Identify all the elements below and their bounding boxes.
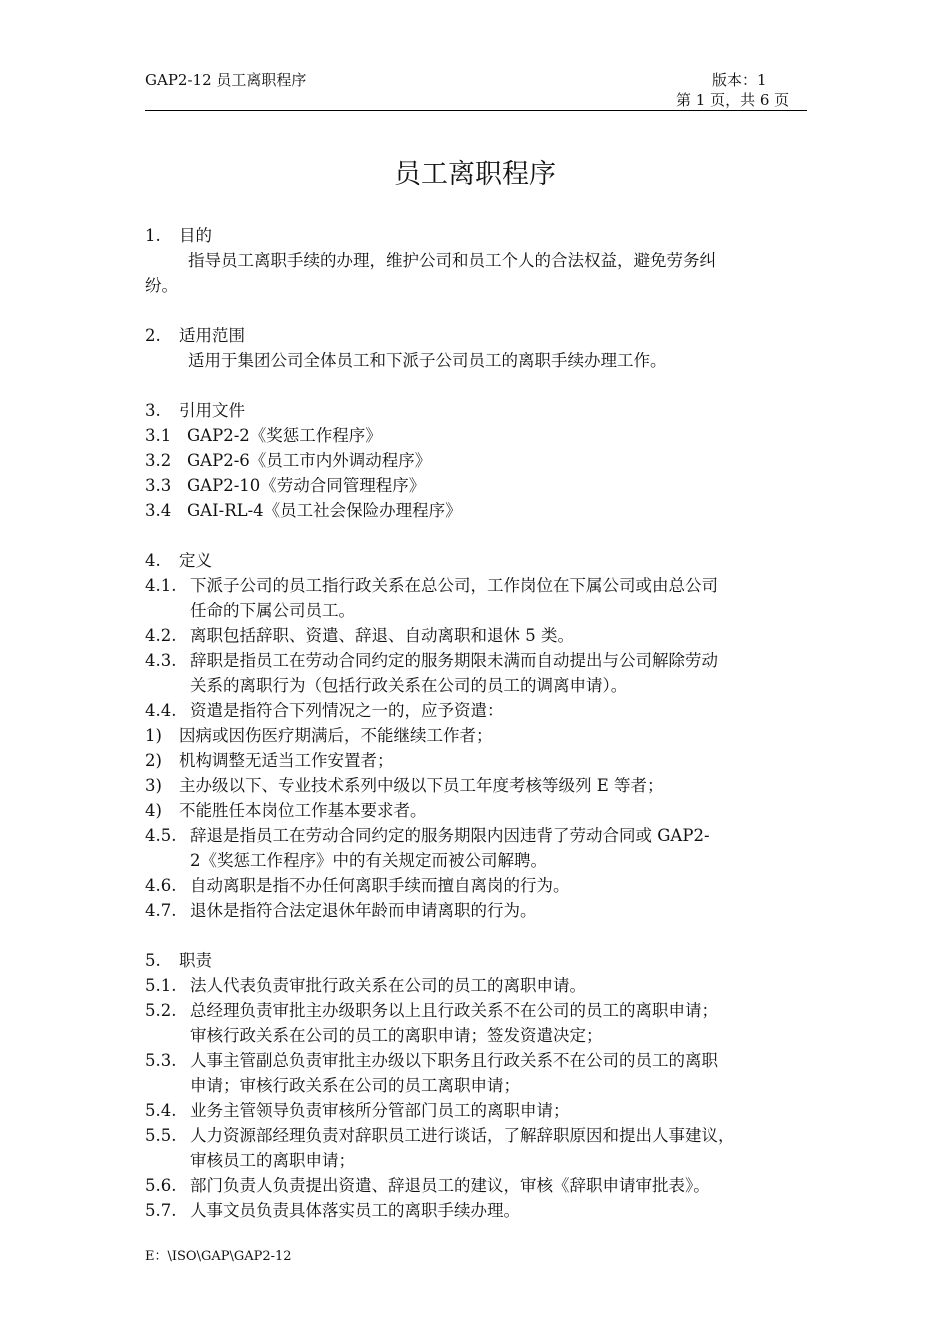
section-1-paragraph-line1: 指导员工离职手续的办理，维护公司和员工个人的合法权益，避免劳务纠 (188, 251, 716, 270)
document-title: 员工离职程序 (394, 159, 556, 190)
item-text-line2: 申请；审核行政关系在公司的员工离职申请； (190, 1076, 520, 1095)
item-number: 5.3. (145, 1051, 177, 1070)
definition-item (145, 873, 810, 898)
section-2-paragraph: 适用于集团公司全体员工和下派子公司员工的离职手续办理工作。 (188, 351, 667, 370)
section-2-heading (145, 323, 810, 348)
item-number: 5.4. (145, 1101, 177, 1120)
definition-item (145, 898, 810, 923)
responsibility-item (145, 973, 810, 998)
document-body (145, 223, 810, 1223)
definition-item (145, 823, 810, 873)
list-number: 4) (145, 801, 162, 820)
reference-text: GAP2-10《劳动合同管理程序》 (187, 476, 426, 495)
responsibility-item (145, 1198, 810, 1223)
list-number: 2) (145, 751, 162, 770)
section-3-heading (145, 398, 810, 423)
responsibility-item (145, 998, 810, 1048)
item-text-line1: 自动离职是指不办任何离职手续而擅自离岗的行为。 (190, 876, 570, 895)
footer-file-path: E：\ISO\GAP\GAP2-12 (145, 1249, 292, 1264)
header-page-info: 第 1 页，共 6 页 (676, 91, 790, 109)
item-text-line2: 关系的离职行为（包括行政关系在公司的员工的调离申请）。 (190, 676, 628, 695)
section-title: 定义 (179, 551, 212, 570)
item-text-line2: 审核行政关系在公司的员工的离职申请；签发资遣决定； (190, 1026, 603, 1045)
item-number: 5.6. (145, 1176, 177, 1195)
item-number: 5.2. (145, 1001, 177, 1020)
item-text-line1: 资遣是指符合下列情况之一的，应予资遣： (190, 701, 504, 720)
item-number: 4.3. (145, 651, 177, 670)
responsibility-item (145, 1098, 810, 1123)
item-text-line1: 人事主管副总负责审批主办级以下职务且行政关系不在公司的员工的离职 (190, 1051, 718, 1070)
section-number: 5. (145, 951, 161, 970)
reference-number: 3.4 (145, 501, 172, 520)
item-number: 4.7. (145, 901, 177, 920)
section-title: 引用文件 (179, 401, 245, 420)
item-text-line2: 任命的下属公司员工。 (190, 601, 355, 620)
item-text-line1: 法人代表负责审批行政关系在公司的员工的离职申请。 (190, 976, 586, 995)
item-number: 4.4. (145, 701, 177, 720)
header-doc-code: GAP2-12 员工离职程序 (145, 71, 307, 89)
section-number: 4. (145, 551, 161, 570)
item-text-line2: 审核员工的离职申请； (190, 1151, 355, 1170)
item-text-line1: 部门负责人负责提出资遣、辞退员工的建议，审核《辞职申请审批表》。 (190, 1176, 710, 1195)
item-text-line1: 下派子公司的员工指行政关系在总公司，工作岗位在下属公司或由总公司 (190, 576, 718, 595)
reference-item (145, 473, 810, 498)
item-number: 4.1. (145, 576, 177, 595)
item-text-line1: 总经理负责审批主办级职务以上且行政关系不在公司的员工的离职申请； (190, 1001, 718, 1020)
item-number: 5.7. (145, 1201, 177, 1220)
responsibility-item (145, 1123, 810, 1173)
header-rule (145, 110, 807, 111)
reference-item (145, 498, 810, 523)
definition-item (145, 648, 810, 698)
reference-number: 3.3 (145, 476, 172, 495)
responsibility-item (145, 1173, 810, 1198)
responsibility-item (145, 1048, 810, 1098)
section-number: 1. (145, 226, 161, 245)
list-number: 1) (145, 726, 162, 745)
item-text-line1: 离职包括辞职、资遣、辞退、自动离职和退休 5 类。 (190, 626, 574, 645)
section-title: 适用范围 (179, 326, 245, 345)
item-text-line1: 辞退是指员工在劳动合同约定的服务期限内因违背了劳动合同或 GAP2- (190, 826, 710, 845)
item-text-line1: 人力资源部经理负责对辞职员工进行谈话，了解辞职原因和提出人事建议， (190, 1126, 735, 1145)
list-item (145, 723, 810, 748)
reference-number: 3.2 (145, 451, 172, 470)
item-number: 4.5. (145, 826, 177, 845)
section-number: 3. (145, 401, 161, 420)
definition-item (145, 573, 810, 623)
definition-item (145, 698, 810, 723)
section-4-heading (145, 548, 810, 573)
item-number: 4.2. (145, 626, 177, 645)
list-text: 主办级以下、专业技术系列中级以下员工年度考核等级列 E 等者； (179, 776, 664, 795)
list-item (145, 748, 810, 773)
list-text: 机构调整无适当工作安置者； (179, 751, 394, 770)
section-1-heading (145, 223, 810, 248)
item-text-line1: 辞职是指员工在劳动合同约定的服务期限未满而自动提出与公司解除劳动 (190, 651, 718, 670)
reference-item (145, 448, 810, 473)
reference-item (145, 423, 810, 448)
item-text-line1: 业务主管领导负责审核所分管部门员工的离职申请； (190, 1101, 570, 1120)
item-text-line1: 退休是指符合法定退休年龄而申请离职的行为。 (190, 901, 537, 920)
section-number: 2. (145, 326, 161, 345)
section-title: 目的 (179, 226, 212, 245)
item-number: 5.5. (145, 1126, 177, 1145)
reference-text: GAP2-6《员工市内外调动程序》 (187, 451, 432, 470)
list-number: 3) (145, 776, 162, 795)
item-number: 4.6. (145, 876, 177, 895)
definition-item (145, 623, 810, 648)
item-text-line2: 2《奖惩工作程序》中的有关规定而被公司解聘。 (190, 851, 547, 870)
reference-text: GAI-RL-4《员工社会保险办理程序》 (187, 501, 462, 520)
item-text-line1: 人事文员负责具体落实员工的离职手续办理。 (190, 1201, 520, 1220)
list-item (145, 798, 810, 823)
list-text: 不能胜任本岗位工作基本要求者。 (179, 801, 427, 820)
section-1-paragraph-line2: 纷。 (145, 276, 178, 295)
reference-number: 3.1 (145, 426, 172, 445)
list-text: 因病或因伤医疗期满后，不能继续工作者； (179, 726, 493, 745)
reference-text: GAP2-2《奖惩工作程序》 (187, 426, 382, 445)
item-number: 5.1. (145, 976, 177, 995)
section-title: 职责 (179, 951, 212, 970)
list-item (145, 773, 810, 798)
section-5-heading (145, 948, 810, 973)
header-version: 版本：1 (712, 71, 767, 89)
